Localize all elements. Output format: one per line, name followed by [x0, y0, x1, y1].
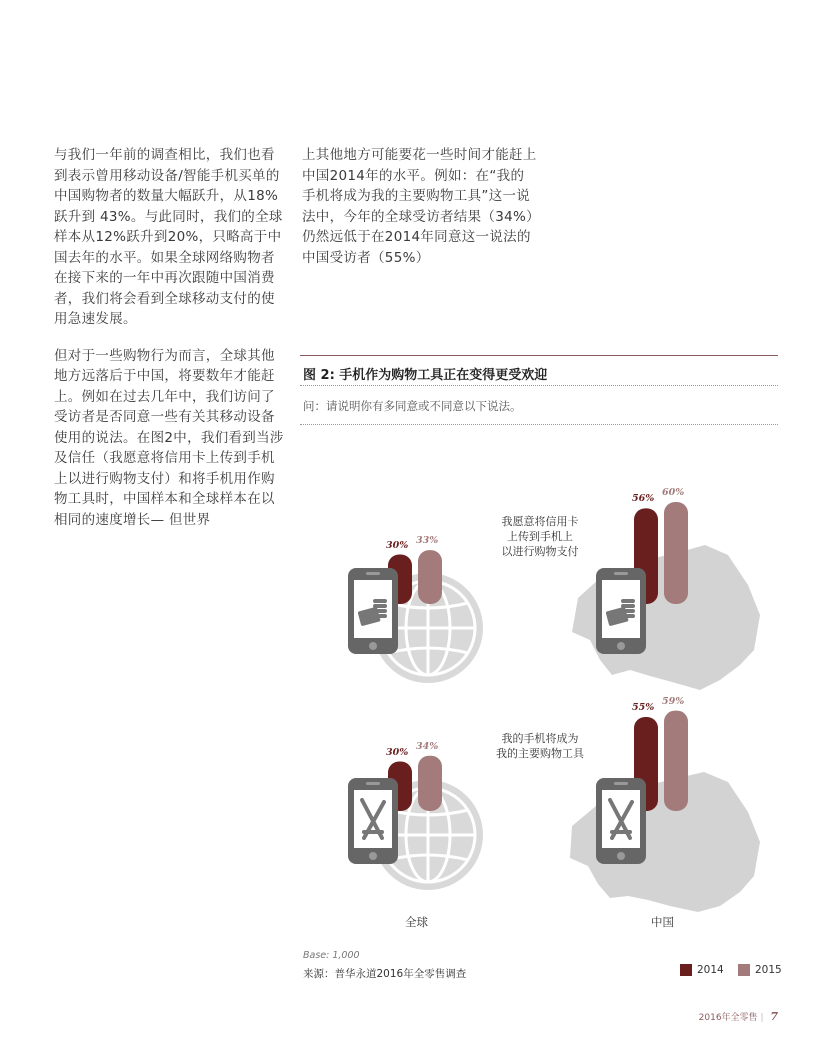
- data-label-2015: 59%: [662, 695, 685, 707]
- legend-item-2015: [738, 964, 782, 976]
- legend-label: 2015: [755, 964, 782, 976]
- body-paragraph: 但对于一些购物行为而言，全球其他地方远落后于中国，将要数年才能赶上。例如在过去几年中，我们访问了受访者是否同意一些有关其移动设备使用的说法。在图2中，我们看到当涉及信任（我愿意将信用卡上传到手机上以进行购物支付）和将手机用作购物工具时，中国样本和全球样本在以相同的速度增长— 但世界: [54, 347, 284, 528]
- bar-2015-statement1-global: [418, 550, 442, 604]
- data-label-2014: 56%: [632, 493, 655, 505]
- page-footer: 2016年全零售 | 7: [698, 1010, 778, 1023]
- legend-item-2014: [680, 964, 724, 976]
- bar-2015-statement2-global: [418, 756, 442, 811]
- body-paragraph: 上其他地方可能要花一些时间才能赶上中国2014年的水平。例如：在“我的手机将成为我的主要购物工具”这一说法中，今年的全球受访者结果（34%）仍然远低于在2014年同意这一说法的中国受访者（55%）: [302, 147, 537, 266]
- body-paragraph: 与我们一年前的调查相比，我们也看到表示曾用移动设备/智能手机买单的中国购物者的数量大幅跃升，从18%跃升到 43%。与此同时，我们的全球样本从12%跃升到20%，只略高于中国去年的水平。如果全球网络购物者在接下来的一年中再次跟随中国消费者，我们将会看到全球移动支付的使用急速发展。: [54, 147, 283, 327]
- data-label-2014: 30%: [386, 539, 409, 551]
- data-label-2014: 30%: [386, 746, 409, 758]
- figure-question: 问：请说明你有多同意或不同意以下说法。: [303, 399, 522, 413]
- phone-credit-card-icon: [596, 568, 646, 654]
- footer-text: 2016年全零售: [698, 1013, 758, 1023]
- base-note: Base: 1,000: [303, 950, 360, 961]
- phone-credit-card-icon: [348, 568, 398, 654]
- region-label-global: 全球: [405, 915, 428, 929]
- phone-tools-icon: [596, 778, 646, 864]
- legend-swatch: [680, 964, 692, 976]
- statement-label: 我的手机将成为 我的主要购物工具: [496, 732, 584, 760]
- phone-tools-icon: [348, 778, 398, 864]
- data-label-2015: 34%: [416, 740, 439, 752]
- source-note: 来源：普华永道2016年全零售调查: [303, 968, 467, 980]
- data-label-2015: 33%: [416, 535, 439, 547]
- legend-label: 2014: [697, 964, 724, 976]
- legend-swatch: [738, 964, 750, 976]
- bar-2015-statement1-china: [664, 502, 688, 604]
- bar-2015-statement2-china: [664, 711, 688, 811]
- statement-label: 我愿意将信用卡 上传到手机上 以进行购物支付: [501, 515, 579, 558]
- page-number: 7: [770, 1010, 778, 1023]
- data-label-2014: 55%: [632, 702, 655, 713]
- region-label-china: 中国: [651, 915, 674, 929]
- data-label-2015: 60%: [662, 487, 685, 498]
- figure-title: 图 2: 手机作为购物工具正在变得更受欢迎: [303, 368, 548, 383]
